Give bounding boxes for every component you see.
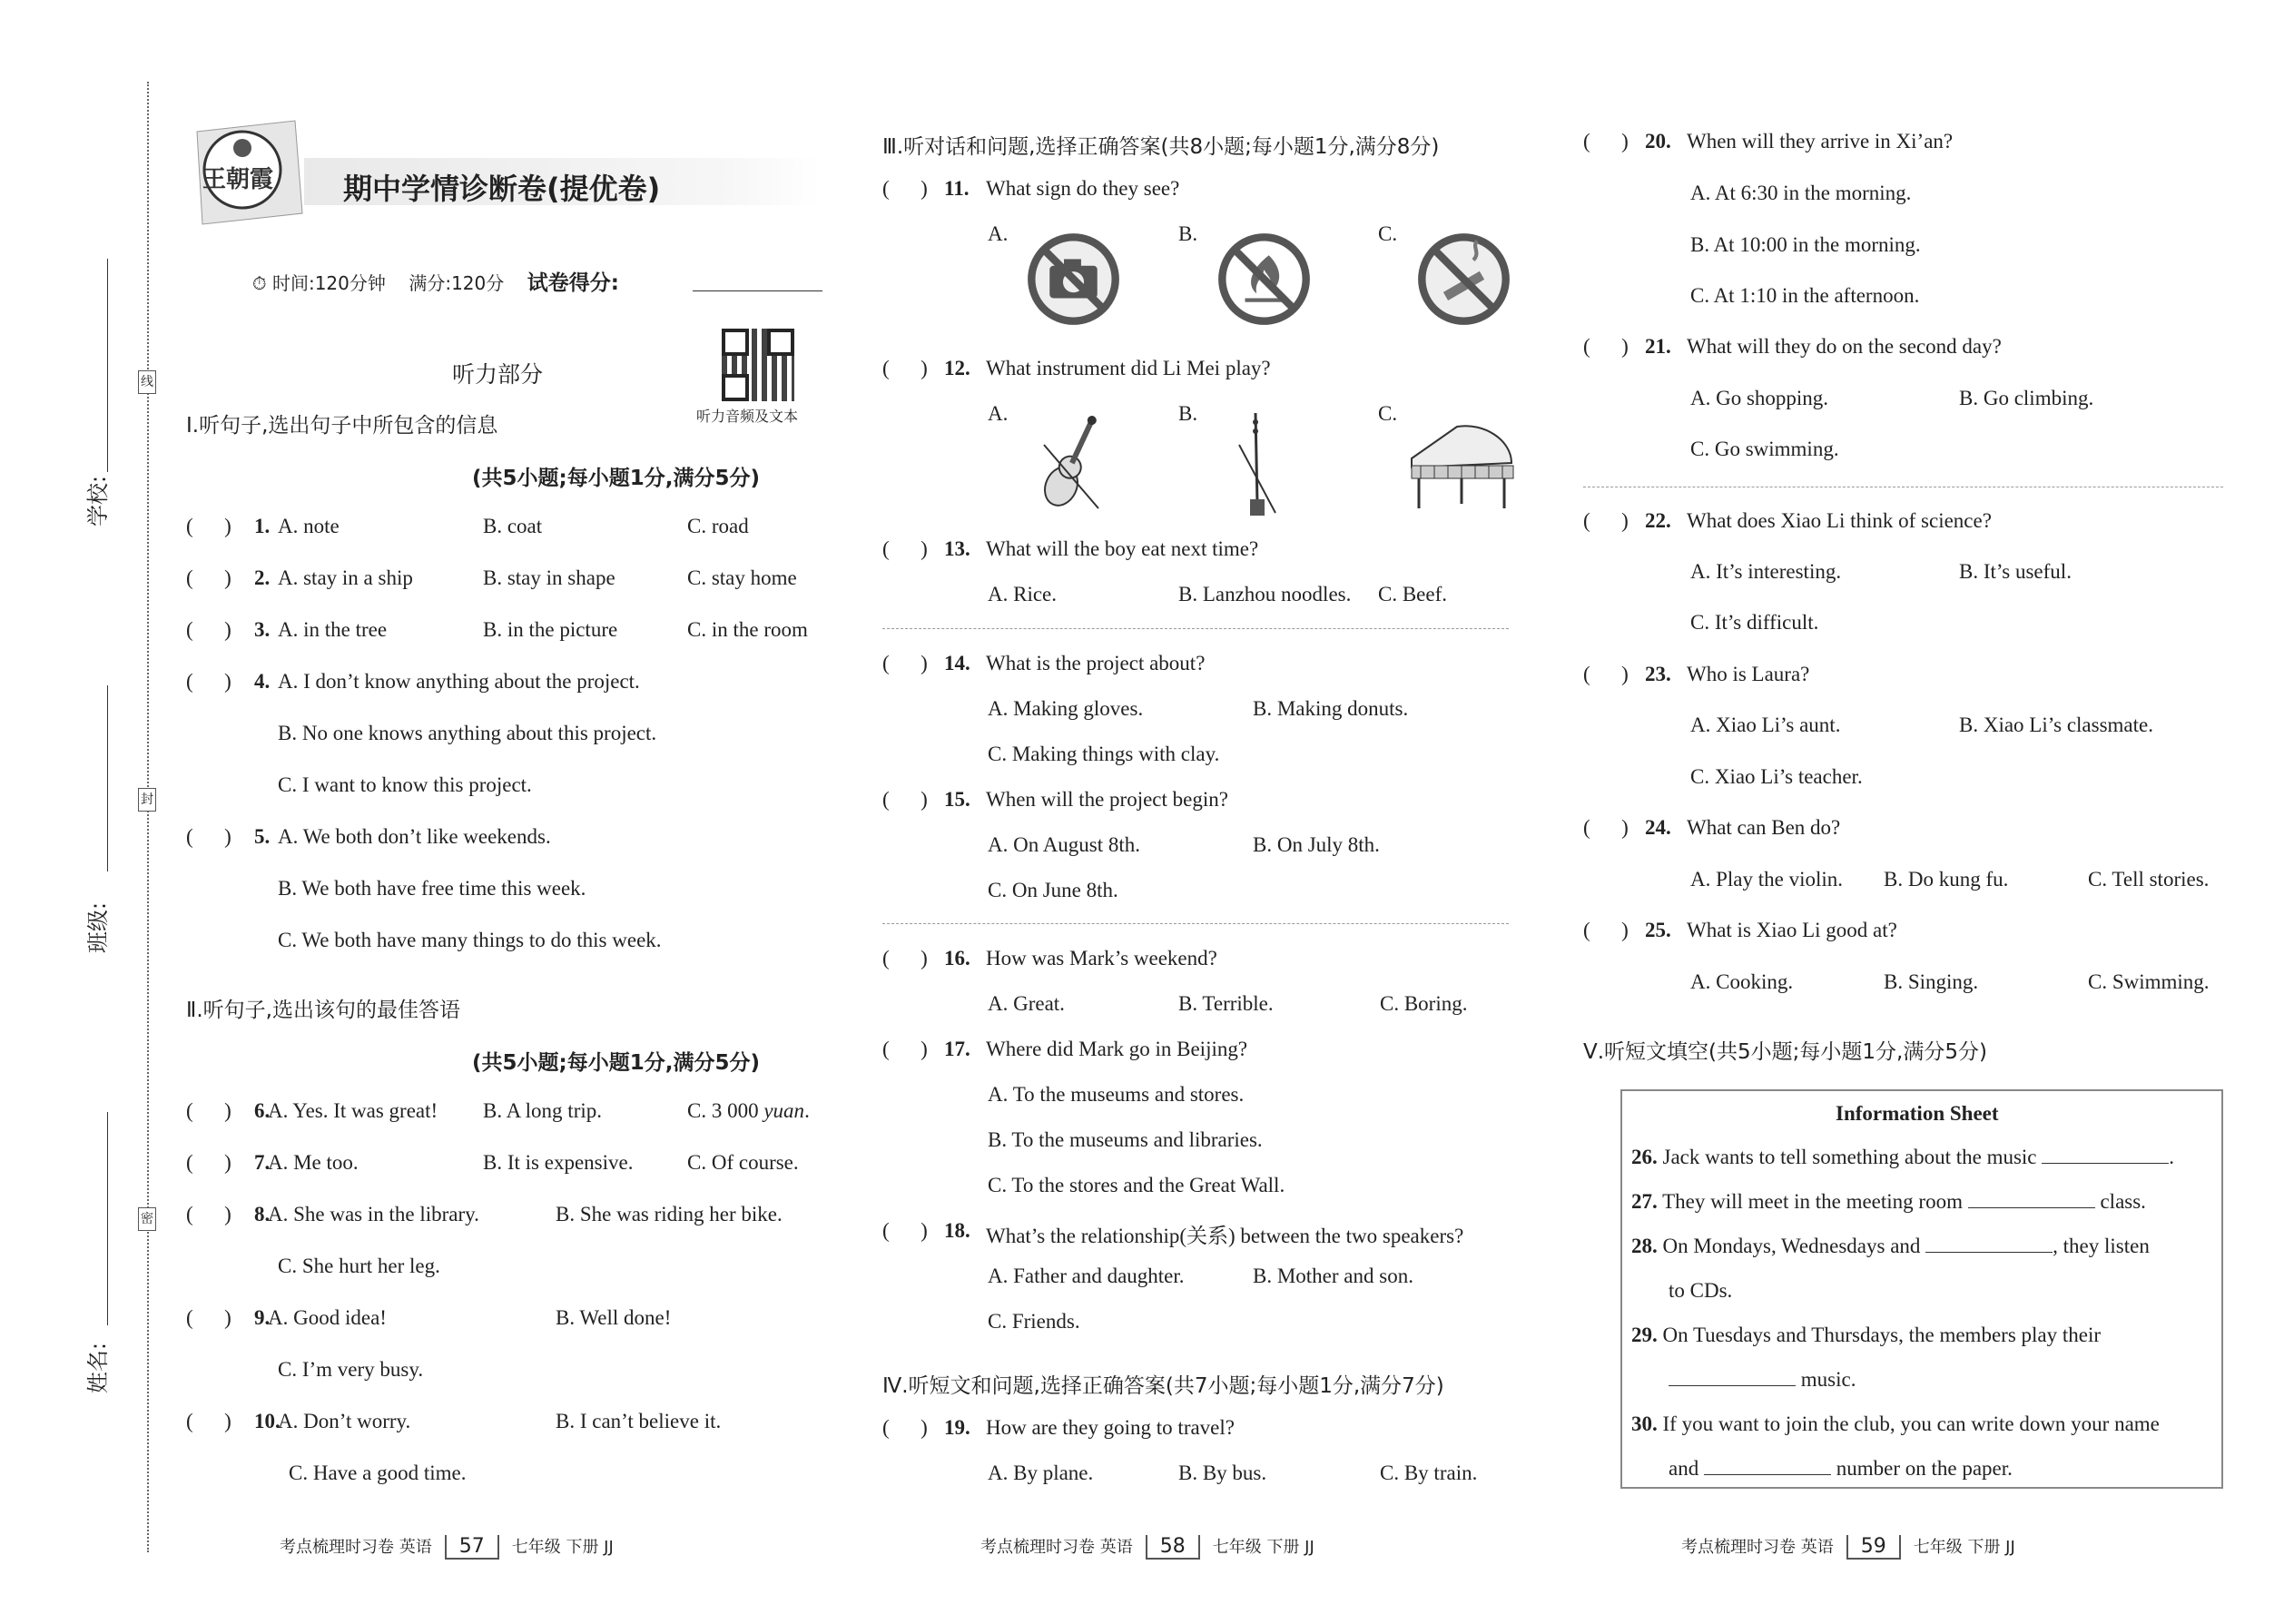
q-num: 25. [1645,919,1671,941]
q-num: 24. [1645,816,1671,839]
q-text: When will they arrive in Xi’an? [1687,130,1954,153]
opt-b[interactable]: B. To the museums and libraries. [988,1128,1263,1151]
q-num: 13. [944,537,970,560]
opt-c[interactable]: C. Swimming. [2088,970,2210,993]
opt-a[interactable]: A. Xiao Li’s aunt. [1690,714,1841,736]
opt-c[interactable]: C. At 1:10 in the afternoon. [1690,284,1920,307]
opt-b[interactable]: B. We both have free time this week. [278,877,586,900]
q-text: What will the boy eat next time? [986,537,1259,560]
q-text: What’s the relationship(关系) between the two speakers? [986,1225,1464,1247]
seal-mark-mi: 密 [138,1207,156,1231]
fill-28-cont: to CDs. [1669,1279,1733,1302]
opt-b[interactable]: B. stay in shape [483,566,615,589]
answer-paren[interactable]: ( ) [882,947,928,969]
class-label: 班级: [85,901,111,953]
q-text: How are they going to travel? [986,1416,1235,1439]
q-text: What sign do they see? [986,177,1180,200]
q-num: 2. [254,566,271,589]
opt-c[interactable]: C. stay home [687,566,797,589]
q-num: 8. [254,1203,271,1225]
opt-b[interactable]: B. Terrible. [1178,992,1274,1015]
opt-b[interactable]: B. It’s useful. [1959,560,2072,583]
answer-paren[interactable]: ( ) [1583,816,1629,839]
header-logo [186,113,304,227]
q-num: 9. [254,1306,271,1329]
answer-paren[interactable]: ( ) [882,788,928,811]
q-text: What is Xiao Li good at? [1687,919,1897,941]
answer-paren[interactable]: ( ) [186,825,231,848]
q-num: 12. [944,357,970,379]
answer-paren[interactable]: ( ) [1583,335,1629,358]
opt-c[interactable]: C. [1378,222,1398,245]
opt-b[interactable]: B. Singing. [1884,970,1979,993]
answer-paren[interactable]: ( ) [882,177,928,200]
opt-b[interactable]: B. Do kung fu. [1884,868,2009,891]
qr-label: 听力音频及文本 [696,408,799,425]
opt-a[interactable]: A. By plane. [988,1462,1094,1484]
q-text: What will they do on the second day? [1687,335,2002,358]
blank-input[interactable] [2042,1147,2169,1164]
q-num: 17. [944,1038,970,1060]
fill-29: 29. On Tuesdays and Thursdays, the members play their [1631,1324,2102,1346]
opt-c[interactable]: C. road [687,515,749,537]
q-num: 14. [944,652,970,674]
q-text: When will the project begin? [986,788,1228,811]
opt-c[interactable]: C. Friends. [988,1310,1080,1333]
opt-a[interactable]: A. Don’t worry. [278,1410,411,1432]
answer-paren[interactable]: ( ) [882,652,928,674]
opt-a[interactable]: A. [988,222,1009,245]
answer-paren[interactable]: ( ) [1583,130,1629,153]
sec3-title: Ⅲ.听对话和问题,选择正确答案(共8小题;每小题1分,满分8分) [882,135,1440,159]
answer-paren[interactable]: ( ) [186,515,231,537]
q-num: 11. [944,177,970,200]
opt-b[interactable]: B. No one knows anything about this project. [278,722,657,744]
fill-30-cont: and number on the paper. [1669,1457,2013,1480]
opt-b[interactable]: B. Mother and son. [1253,1265,1413,1287]
q-num: 23. [1645,663,1671,685]
answer-paren[interactable]: ( ) [186,1151,231,1174]
seal-mark-xian: 线 [138,370,156,394]
opt-c[interactable]: C. Boring. [1380,992,1468,1015]
opt-b[interactable]: B. She was riding her bike. [556,1203,783,1225]
page-number: 58 [1146,1535,1200,1560]
blank-input[interactable] [1968,1191,2095,1208]
opt-a[interactable]: A. To the museums and stores. [988,1083,1245,1106]
opt-c[interactable]: C. Tell stories. [2088,868,2210,891]
logo-text: 王朝霞 [202,166,274,193]
opt-a[interactable]: A. It’s interesting. [1690,560,1842,583]
q-num: 1. [254,515,271,537]
seal-mark-feng: 封 [138,788,156,812]
info-sheet-title: Information Sheet [1836,1102,1999,1125]
q-text: What can Ben do? [1687,816,1841,839]
time-info: ⏱ 时间:120分钟 满分:120分 试卷得分: [252,271,619,295]
opt-a[interactable]: A. Play the violin. [1690,868,1844,891]
answer-paren[interactable]: ( ) [1583,509,1629,532]
answer-paren[interactable]: ( ) [882,1038,928,1060]
opt-a[interactable]: A. Father and daughter. [988,1265,1185,1287]
q-num: 6. [254,1099,271,1122]
fill-28: 28. On Mondays, Wednesdays and , they listen [1631,1235,2150,1257]
fill-27: 27. They will meet in the meeting room class. [1631,1190,2146,1213]
opt-c[interactable]: C. [1378,402,1398,425]
footer-page-59: 考点梳理时习卷 英语 59 七年级 下册 JJ [1681,1535,2015,1558]
q-num: 21. [1645,335,1671,358]
q-num: 4. [254,670,271,693]
q-num: 15. [944,788,970,811]
fill-26: 26. Jack wants to tell something about the music . [1631,1146,2175,1168]
answer-paren[interactable]: ( ) [186,1410,231,1432]
no-fire-icon[interactable] [1216,231,1312,327]
opt-b[interactable]: B. Well done! [556,1306,672,1329]
opt-b[interactable]: B. Lanzhou noodles. [1178,583,1352,605]
name-label: 姓名: [85,1342,111,1393]
answer-paren[interactable]: ( ) [186,1203,231,1225]
opt-c[interactable]: C. 3 000 yuan. [687,1099,810,1122]
opt-c[interactable]: C. Xiao Li’s teacher. [1690,765,1863,788]
q-num: 16. [944,947,970,969]
opt-c[interactable]: C. By train. [1380,1462,1478,1484]
opt-a[interactable]: A. stay in a ship [278,566,413,589]
score-input-line[interactable] [693,290,822,291]
blank-input[interactable] [1925,1235,2053,1253]
answer-paren[interactable]: ( ) [186,670,231,693]
opt-c[interactable]: C. She hurt her leg. [278,1255,440,1277]
q-num: 3. [254,618,271,641]
qr-code [722,329,794,401]
opt-a[interactable]: A. in the tree [278,618,388,641]
opt-c[interactable]: C. Of course. [687,1151,799,1174]
q-num: 18. [944,1219,970,1242]
opt-b[interactable]: B. [1178,222,1198,245]
opt-c[interactable]: C. To the stores and the Great Wall. [988,1174,1285,1196]
footer-page-57: 考点梳理时习卷 英语 57 七年级 下册 JJ [280,1535,614,1558]
school-label: 学校: [85,475,111,527]
opt-a[interactable]: A. Great. [988,992,1065,1015]
q-num: 5. [254,825,271,848]
opt-c[interactable]: C. I’m very busy. [278,1358,424,1381]
opt-b[interactable]: B. coat [483,515,543,537]
sec1-title: Ⅰ.听句子,选出句子中所包含的信息 [186,414,498,438]
q-text: How was Mark’s weekend? [986,947,1217,969]
no-smoking-icon[interactable] [1416,231,1511,327]
opt-a[interactable]: A. She was in the library. [268,1203,479,1225]
page-title: 期中学情诊断卷(提优卷) [343,172,661,206]
erhu-icon[interactable] [1230,408,1285,522]
opt-a[interactable]: A. Rice. [988,583,1058,605]
opt-c[interactable]: C. I want to know this project. [278,773,532,796]
sec4-title: Ⅳ.听短文和问题,选择正确答案(共7小题;每小题1分,满分7分) [882,1374,1444,1398]
opt-b[interactable]: B. Xiao Li’s classmate. [1959,714,2153,736]
opt-a[interactable]: A. Good idea! [268,1306,387,1329]
q-text: Where did Mark go in Beijing? [986,1038,1248,1060]
answer-paren[interactable]: ( ) [882,357,928,379]
opt-b[interactable]: B. Making donuts. [1253,697,1409,720]
q-text: What does Xiao Li think of science? [1687,509,1992,532]
opt-a[interactable]: A. Yes. It was great! [268,1099,438,1122]
page-number: 59 [1846,1535,1901,1560]
school-line [107,259,108,472]
opt-c[interactable]: C. Have a good time. [289,1462,467,1484]
answer-paren[interactable]: ( ) [186,618,231,641]
q-text: What is the project about? [986,652,1206,674]
opt-c[interactable]: C. Beef. [1378,583,1448,605]
fill-29-cont: music. [1669,1368,1856,1392]
footer-page-58: 考点梳理时习卷 英语 58 七年级 下册 JJ [980,1535,1314,1558]
opt-c[interactable]: C. Making things with clay. [988,743,1220,765]
sec2-sub: (共5小题;每小题1分,满分5分) [472,1051,760,1075]
blank-input[interactable] [1669,1369,1796,1386]
opt-a[interactable]: A. [988,402,1009,425]
opt-b[interactable]: B. On July 8th. [1253,833,1380,856]
answer-paren[interactable]: ( ) [1583,663,1629,685]
piano-icon[interactable] [1403,413,1521,513]
binding-line [147,82,149,1552]
answer-paren[interactable]: ( ) [186,566,231,589]
violin-icon[interactable] [1035,408,1108,522]
q-num: 7. [254,1151,271,1174]
no-camera-icon[interactable] [1026,231,1121,327]
opt-a[interactable]: A. At 6:30 in the morning. [1690,182,1912,204]
page-number: 57 [445,1535,499,1560]
answer-paren[interactable]: ( ) [1583,919,1629,941]
sec5-title: Ⅴ.听短文填空(共5小题;每小题1分,满分5分) [1583,1040,1987,1064]
q-num: 10. [254,1410,281,1432]
opt-b[interactable]: B. in the picture [483,618,618,641]
opt-a[interactable]: A. I don’t know anything about the project. [278,670,640,693]
q-num: 20. [1645,130,1671,153]
answer-paren[interactable]: ( ) [882,1416,928,1439]
opt-b[interactable]: B. At 10:00 in the morning. [1690,233,1921,256]
opt-c[interactable]: C. Go swimming. [1690,438,1839,460]
opt-c[interactable]: C. in the room [687,618,808,641]
q-text: What instrument did Li Mei play? [986,357,1271,379]
opt-b[interactable]: B. It is expensive. [483,1151,634,1174]
opt-b[interactable]: B. I can’t believe it. [556,1410,722,1432]
score-label: 试卷得分: [527,271,619,295]
full-score: 满分:120分 [409,272,505,294]
blank-input[interactable] [1704,1458,1831,1475]
opt-a[interactable]: A. note [278,515,340,537]
opt-a[interactable]: A. Cooking. [1690,970,1794,993]
fill-30: 30. If you want to join the club, you can write down your name [1631,1412,2160,1435]
divider [882,923,1509,924]
opt-b[interactable]: B. A long trip. [483,1099,602,1122]
answer-paren[interactable]: ( ) [186,1099,231,1122]
opt-c[interactable]: C. On June 8th. [988,879,1118,901]
sec1-sub: (共5小题;每小题1分,满分5分) [472,467,760,490]
answer-paren[interactable]: ( ) [882,1219,928,1242]
class-line [107,685,108,871]
divider [882,628,1509,629]
answer-paren[interactable]: ( ) [882,537,928,560]
opt-b[interactable]: B. Go climbing. [1959,387,2094,409]
opt-b[interactable]: B. [1178,402,1198,425]
listening-title: 听力部分 [452,361,544,388]
opt-b[interactable]: B. By bus. [1178,1462,1267,1484]
answer-paren[interactable]: ( ) [186,1306,231,1329]
opt-c[interactable]: C. It’s difficult. [1690,611,1819,634]
opt-a[interactable]: A. On August 8th. [988,833,1141,856]
sec2-title: Ⅱ.听句子,选出该句的最佳答语 [186,999,460,1022]
q-num: 19. [944,1416,970,1439]
name-line [107,1112,108,1325]
opt-a[interactable]: A. We both don’t like weekends. [278,825,551,848]
q-num: 22. [1645,509,1671,532]
opt-a[interactable]: A. Me too. [268,1151,359,1174]
opt-a[interactable]: A. Making gloves. [988,697,1144,720]
opt-a[interactable]: A. Go shopping. [1690,387,1829,409]
q-text: Who is Laura? [1687,663,1810,685]
opt-c[interactable]: C. We both have many things to do this week. [278,929,662,951]
